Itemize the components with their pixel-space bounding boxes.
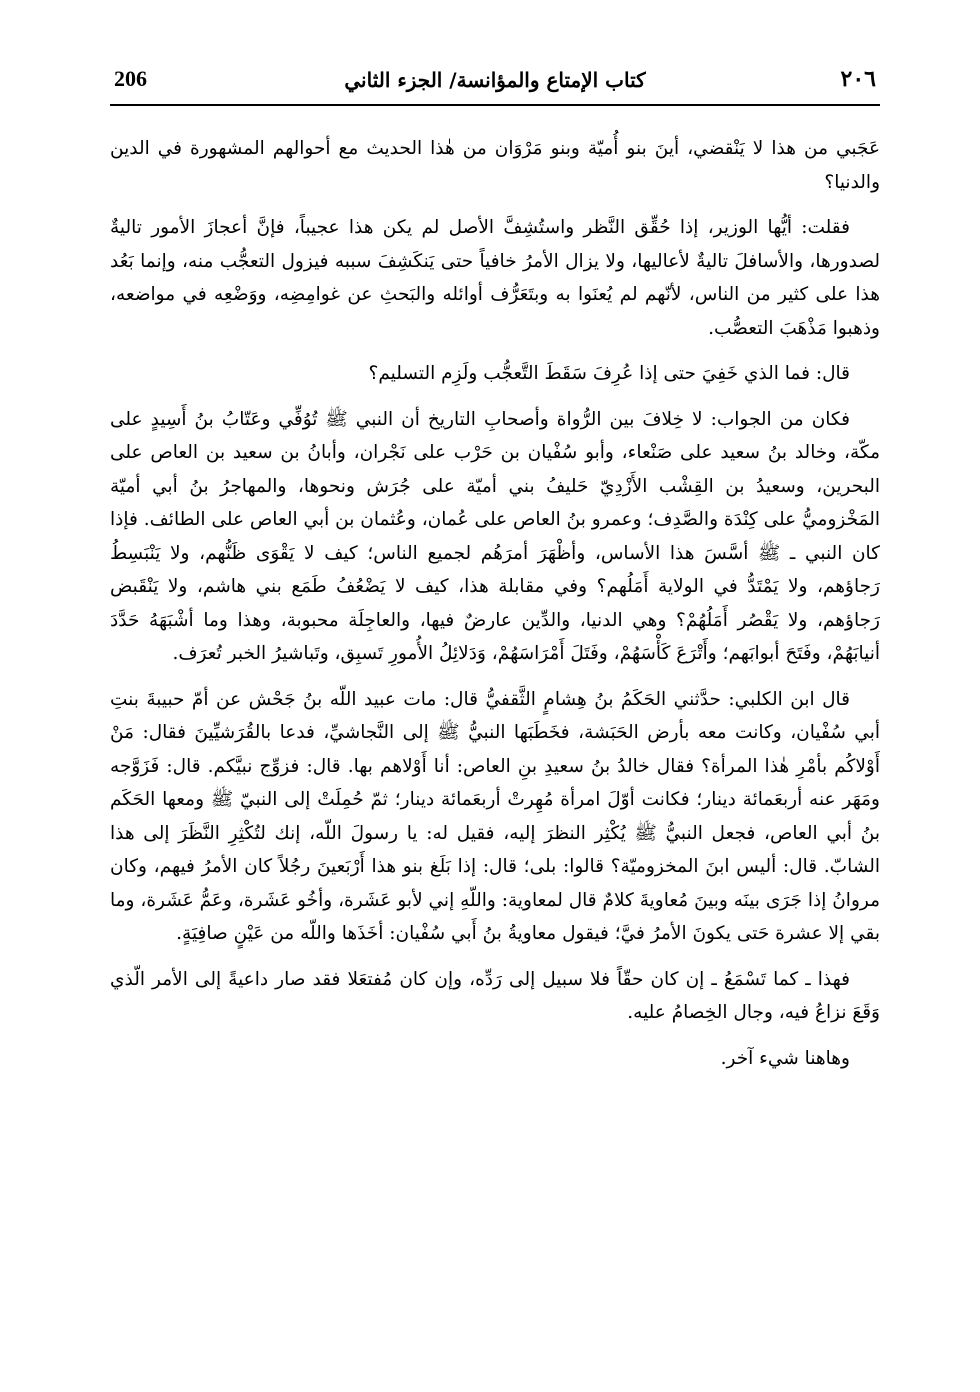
page-number-latin: 206	[114, 66, 147, 91]
page-number-arabic: ٢٠٦	[840, 66, 876, 92]
paragraph: فقلت: أيُّها الوزير، إذا حُقِّق النَّظر واستُشِفَّ الأصل لم يكن هذا عجيباً، فإنَّ أعجازَ الأمور تاليةٌ لصدورها، والأسافلَ تاليةٌ لأعاليها، ولا يزال الأمرُ خافياً حتى يَنكَشِفَ سببه فيزول التعجُّب منه، وإنما بَعُد هذا على كثير من الناس، لأنّهم لم يُعنَوا به وبتَعَرُّف أوائله والبَحثِ عن غوامِضِه، ووَضْعِه في مواضعه، وذهبوا مَذْهَبَ التعصُّب.	[110, 217, 880, 339]
book-page	[110, 58, 880, 1378]
paragraph: قال ابن الكلبي: حدَّثني الحَكَمُ بنُ هِشامٍ الثَّقفيُّ قال: مات عبيد اللّه بنُ جَحْش عن أمّ حبيبةَ بنتِ أبي سُفْيان، وكانت معه بأرض الحَبَشة، فخَطَبَها النبيُّ ﷺ إلى النَّجاشيِّ، فدعا بالقُرَشيِّينَ فقال: مَنْ أَوْلاكُم بأمْرِ هٰذا المرأة؟ فقال خالدُ بنُ سعيدِ بنِ العاص: أنا أَوْلاهم بها. قال: فزوِّج نبيَّكم. قال: فَزَوَّجه ومَهَر عنه أربعَمائة دينار؛ فكانت أوّلَ امرأة مُهِرتْ أربعَمائة دينار؛ ثمّ حُمِلَتْ إلى النبيّ ﷺ ومعها الحَكَم بنُ أبي العاص، فجعل النبيُّ ﷺ يُكْثِر النظرَ إليه، فقيل له: يا رسولَ اللّه، إنك لتُكْثِرِ النَّظَرَ إلى هذا الشابّ. قال: أليس ابنَ المخزوميّة؟ قالوا: بلى؛ قال: إذا بَلَغ بنو هذا أَرْبَعينَ رجُلاً كان الأمرُ فيهم، وكان مروانُ إذا جَرَى بينَه وبينَ مُعاويةَ كلامٌ قال لمعاوية: واللّهِ إني لأبو عَشَرة، وأخُو عَشَرة، وعَمُّ عَشَرة، وما بقي إلا عشرة حَتى يكونَ الأمرُ فيَّ؛ فيقول معاويةُ بنُ أَبي سُفْيان: أخَذَها واللّه من عَيْنٍ صافِيَةٍ.	[110, 688, 880, 944]
page-header	[110, 58, 880, 106]
paragraph: وهاهنا شيء آخر.	[720, 1047, 850, 1069]
running-title: كتاب الإمتاع والمؤانسة/ الجزء الثاني	[344, 68, 646, 92]
paragraph: فهذا ـ كما تَسْمَعُ ـ إن كان حقّاً فلا سبيل إلى رَدِّه، وإن كان مُفتعَلا فقد صار داعيةً إلى الأمر الّذي وَقَعَ نزاعُ فيه، وجال الخِصامُ عليه.	[110, 968, 880, 1023]
page-body	[110, 106, 880, 1075]
paragraph: فكان من الجواب: لا خِلافَ بين الرُّواة وأصحابِ التاريخ أن النبي ﷺ تُوُفِّي وعَتّابُ بنُ أَسِيدٍ على مكّة، وخالد بنُ سعيد على صَنْعاء، وأبو سُفْيان بن حَرْب على نَجْران، وأبانُ بن سعيد بن العاص على البحرين، وسعيدُ بن القِشْب الأَزْدِيّ حَليفُ بني أميّة على جُرَش ونحوها، والمهاجرُ بنُ أبي أميّة المَخْزوميُّ على كِنْدَة والصَّدِف؛ وعمرو بنُ العاص على عُمان، وعُثمان بن أبي العاص على الطائف. فإذا كان النبي ـ ﷺ أسَّسَ هذا الأساس، وأظْهَرَ أمرَهُم لجميع الناس؛ كيف لا يَقْوَى ظَنُّهم، ولا يَنْبَسِطُ رَجاؤهم، ولا يَمْتَدُّ في الولاية أَمَلُهم؟ وفي مقابلة هذا، كيف لا يَضْعُفُ طَمَع بني هاشم، ولا يَنْقَبض رَجاؤهم، ولا يَقْصُر أَمَلُهُمْ؟ وهي الدنيا، والدِّين عارضٌ فيها، والعاجِلَة محبوبة، وهذا وما أشْبَهَهُ حَدَّدَ أنيابَهُمْ، وفَتَحَ أبوابَهم؛ وأَتْرَعَ كَأْسَهُمْ، وفَتَلَ أَمْرَاسَهُمْ، وَدَلائِلُ الأُمورِ تَسبِق، وتَباشيرُ الخبر تُعرَف.	[110, 408, 880, 664]
paragraph: عَجَبي من هذا لا يَنْقضي، أينَ بنو أُميّة وبنو مَرْوَان من هٰذا الحديث مع أحوالهم المشهورة في الدين والدنيا؟	[110, 138, 880, 193]
paragraph: قال: فما الذي خَفِيَ حتى إذا عُرِفَ سَقَطَ التَّعجُّب ولَزِم التسليم؟	[368, 363, 850, 384]
